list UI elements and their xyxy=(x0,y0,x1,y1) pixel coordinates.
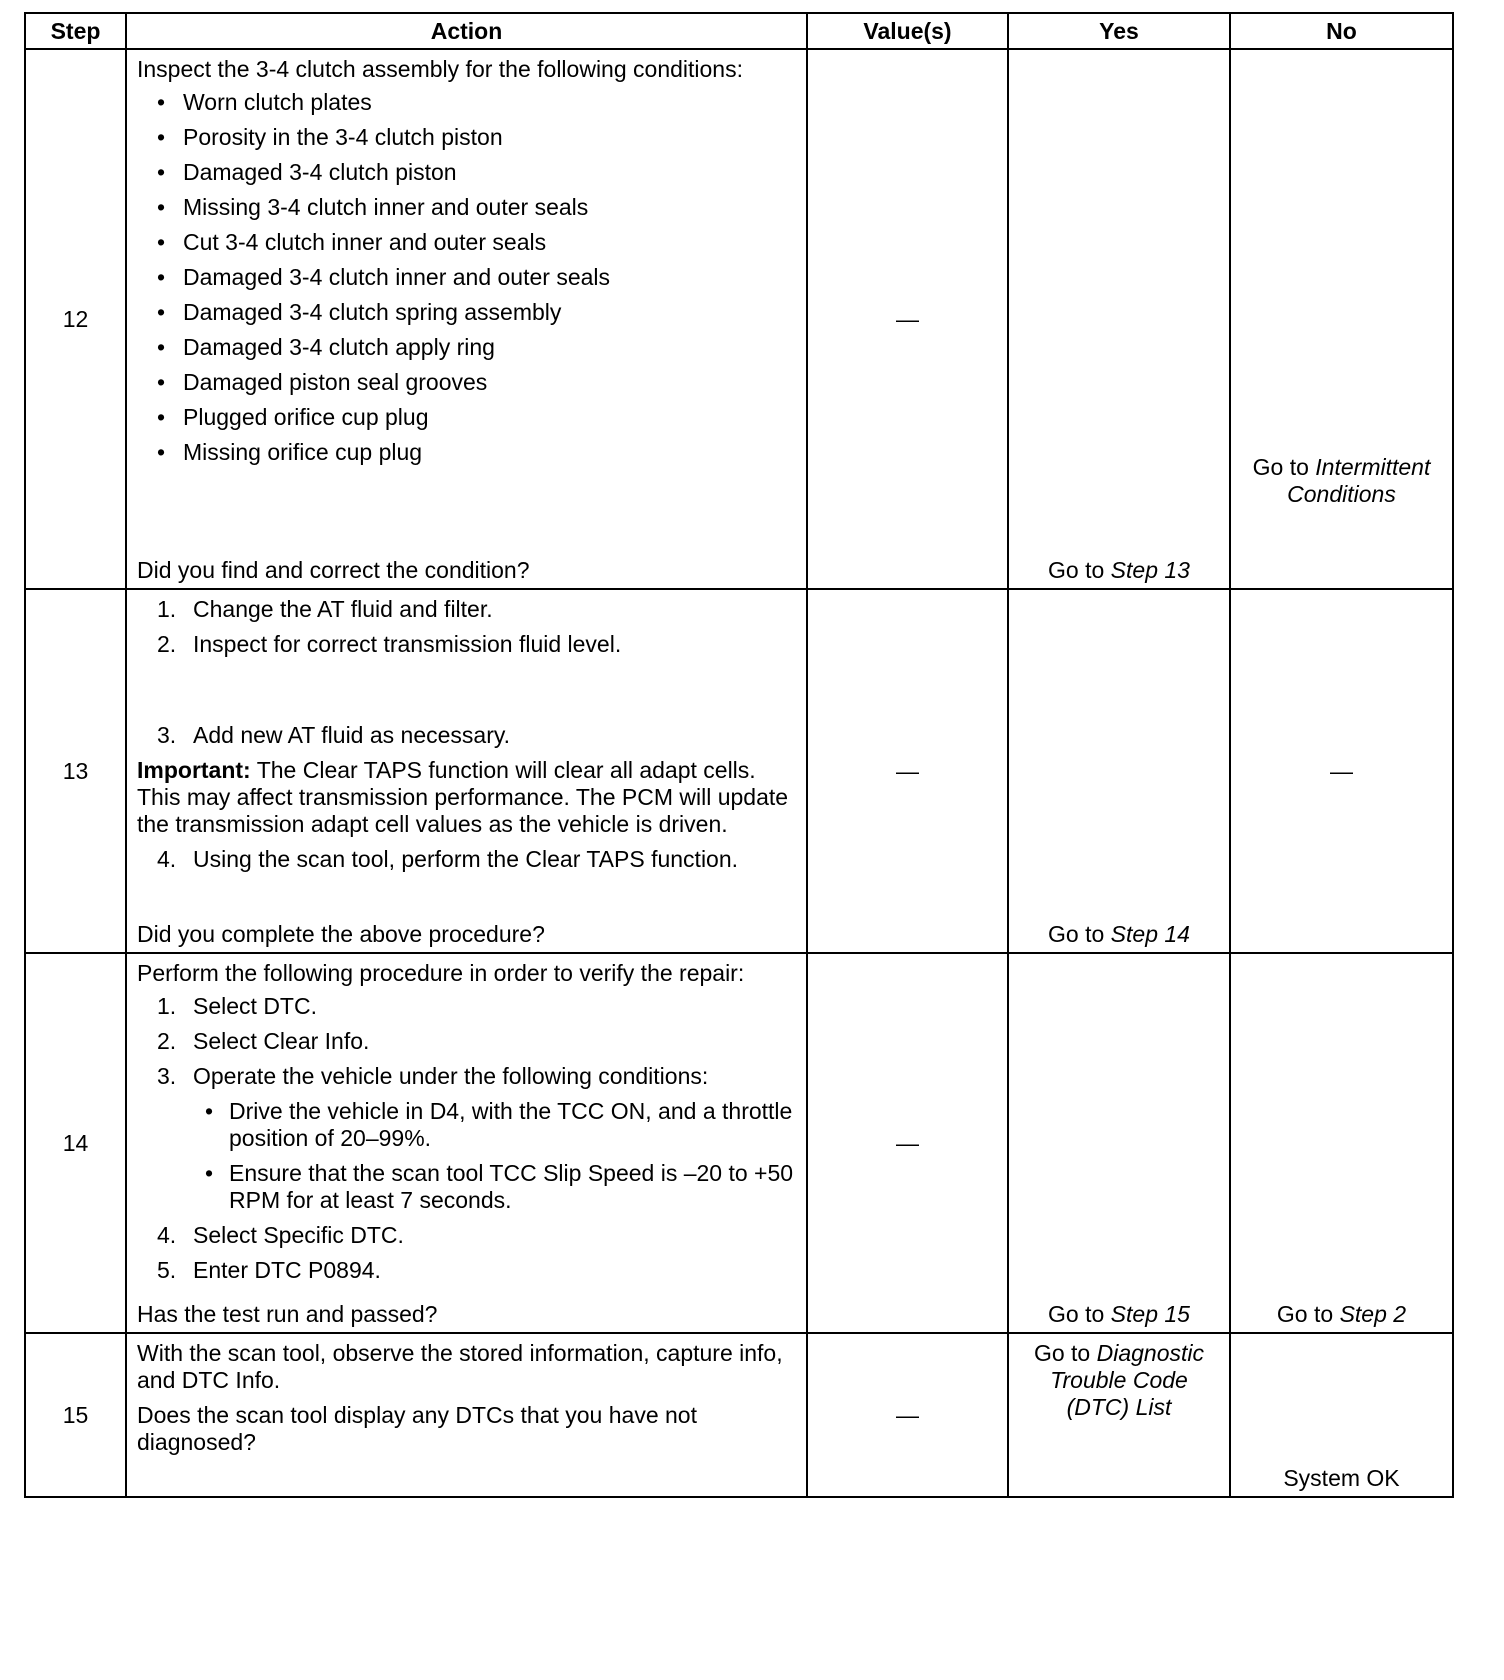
list-item: • Drive the vehicle in D4, with the TCC ON, and a throttle position of 20–99%. xyxy=(137,1098,796,1152)
list-item: • Porosity in the 3-4 clutch piston xyxy=(137,124,796,151)
action-question: Did you find and correct the condition? xyxy=(137,557,530,583)
header-yes: Yes xyxy=(1008,13,1230,49)
list-item: 1. Change the AT fluid and filter. xyxy=(157,596,493,622)
yes-prefix: Go to xyxy=(1048,557,1105,583)
important-label: Important: xyxy=(137,757,251,783)
action-intro: Perform the following procedure in order to verify the repair: xyxy=(137,960,745,986)
header-no: No xyxy=(1230,13,1453,49)
yes-cell xyxy=(1008,1333,1230,1497)
list-item: 4. Select Specific DTC. xyxy=(157,1222,404,1248)
list-item: 2. Inspect for correct transmission fluid level. xyxy=(157,631,622,657)
no-prefix: Go to xyxy=(1276,1301,1334,1327)
procedure-list xyxy=(137,846,796,873)
action-question: Did you complete the above procedure? xyxy=(137,921,545,947)
no-prefix: Go to xyxy=(1252,454,1309,480)
action-question: Has the test run and passed? xyxy=(137,1301,438,1327)
list-item: • Damaged piston seal grooves xyxy=(137,369,796,396)
step-number: 15 xyxy=(25,1333,126,1497)
table-row-step-12 xyxy=(25,49,1453,589)
list-item: 3. Operate the vehicle under the following conditions: xyxy=(157,1063,709,1089)
header-step: Step xyxy=(25,13,126,49)
no-cell xyxy=(1230,953,1453,1333)
no-result: System OK xyxy=(1283,1465,1400,1491)
yes-dtc-list-link[interactable]: Diagnostic Trouble Code (DTC) List xyxy=(1050,1340,1205,1420)
header-values: Value(s) xyxy=(807,13,1008,49)
no-cell xyxy=(1230,1333,1453,1497)
important-note xyxy=(137,757,796,838)
no-cell xyxy=(1230,49,1453,589)
yes-cell xyxy=(1008,589,1230,953)
yes-cell xyxy=(1008,953,1230,1333)
list-item: 4. Using the scan tool, perform the Clear TAPS function. xyxy=(157,846,739,872)
header-action: Action xyxy=(126,13,807,49)
action-cell xyxy=(126,953,807,1333)
no-step-link[interactable]: Step 2 xyxy=(1339,1301,1407,1327)
procedure-list xyxy=(137,596,796,749)
yes-step-link[interactable]: Step 15 xyxy=(1110,1301,1190,1327)
no-cell: — xyxy=(1230,589,1453,953)
procedure-list xyxy=(137,993,796,1090)
action-cell xyxy=(126,589,807,953)
list-item: 5. Enter DTC P0894. xyxy=(157,1257,381,1283)
diagnostic-table xyxy=(24,12,1454,1498)
action-intro: Inspect the 3-4 clutch assembly for the following conditions: xyxy=(137,56,743,82)
step-number: 12 xyxy=(25,49,126,589)
yes-prefix: Go to xyxy=(1048,1301,1105,1327)
yes-step-link[interactable]: Step 13 xyxy=(1110,557,1190,583)
procedure-list xyxy=(137,1222,796,1284)
value-cell: — xyxy=(807,589,1008,953)
action-cell xyxy=(126,49,807,589)
list-item: • Missing orifice cup plug xyxy=(137,439,796,466)
list-item: • Worn clutch plates xyxy=(137,89,796,116)
yes-prefix: Go to xyxy=(1048,921,1105,947)
header-row xyxy=(25,13,1453,49)
list-item: • Missing 3-4 clutch inner and outer seals xyxy=(137,194,796,221)
table-row-step-14 xyxy=(25,953,1453,1333)
action-cell xyxy=(126,1333,807,1497)
list-item: 2. Select Clear Info. xyxy=(157,1028,370,1054)
list-item: 1. Select DTC. xyxy=(157,993,317,1019)
yes-step-link[interactable]: Step 14 xyxy=(1110,921,1190,947)
condition-list xyxy=(137,89,796,466)
list-item: • Damaged 3-4 clutch inner and outer seals xyxy=(137,264,796,291)
condition-sublist xyxy=(137,1098,796,1214)
important-text: The Clear TAPS function will clear all adapt cells. This may affect transmission performance. The PCM will update the transmission adapt cell values as the vehicle is driven. xyxy=(137,757,789,837)
table-row-step-15 xyxy=(25,1333,1453,1497)
action-intro: With the scan tool, observe the stored information, capture info, and DTC Info. xyxy=(137,1340,783,1393)
list-item: • Damaged 3-4 clutch piston xyxy=(137,159,796,186)
yes-prefix: Go to xyxy=(1033,1340,1091,1366)
no-step-link[interactable]: Intermittent Conditions xyxy=(1287,454,1431,507)
value-cell: — xyxy=(807,1333,1008,1497)
value-cell: — xyxy=(807,49,1008,589)
list-item: • Damaged 3-4 clutch apply ring xyxy=(137,334,796,361)
list-item: • Ensure that the scan tool TCC Slip Speed is –20 to +50 RPM for at least 7 seconds. xyxy=(137,1160,796,1214)
step-number: 13 xyxy=(25,589,126,953)
step-number: 14 xyxy=(25,953,126,1333)
value-cell: — xyxy=(807,953,1008,1333)
list-item: • Cut 3-4 clutch inner and outer seals xyxy=(137,229,796,256)
list-item: • Damaged 3-4 clutch spring assembly xyxy=(137,299,796,326)
list-item: • Plugged orifice cup plug xyxy=(137,404,796,431)
action-question: Does the scan tool display any DTCs that you have not diagnosed? xyxy=(137,1402,697,1455)
list-item: 3. Add new AT fluid as necessary. xyxy=(157,722,511,748)
table-row-step-13 xyxy=(25,589,1453,953)
yes-cell xyxy=(1008,49,1230,589)
